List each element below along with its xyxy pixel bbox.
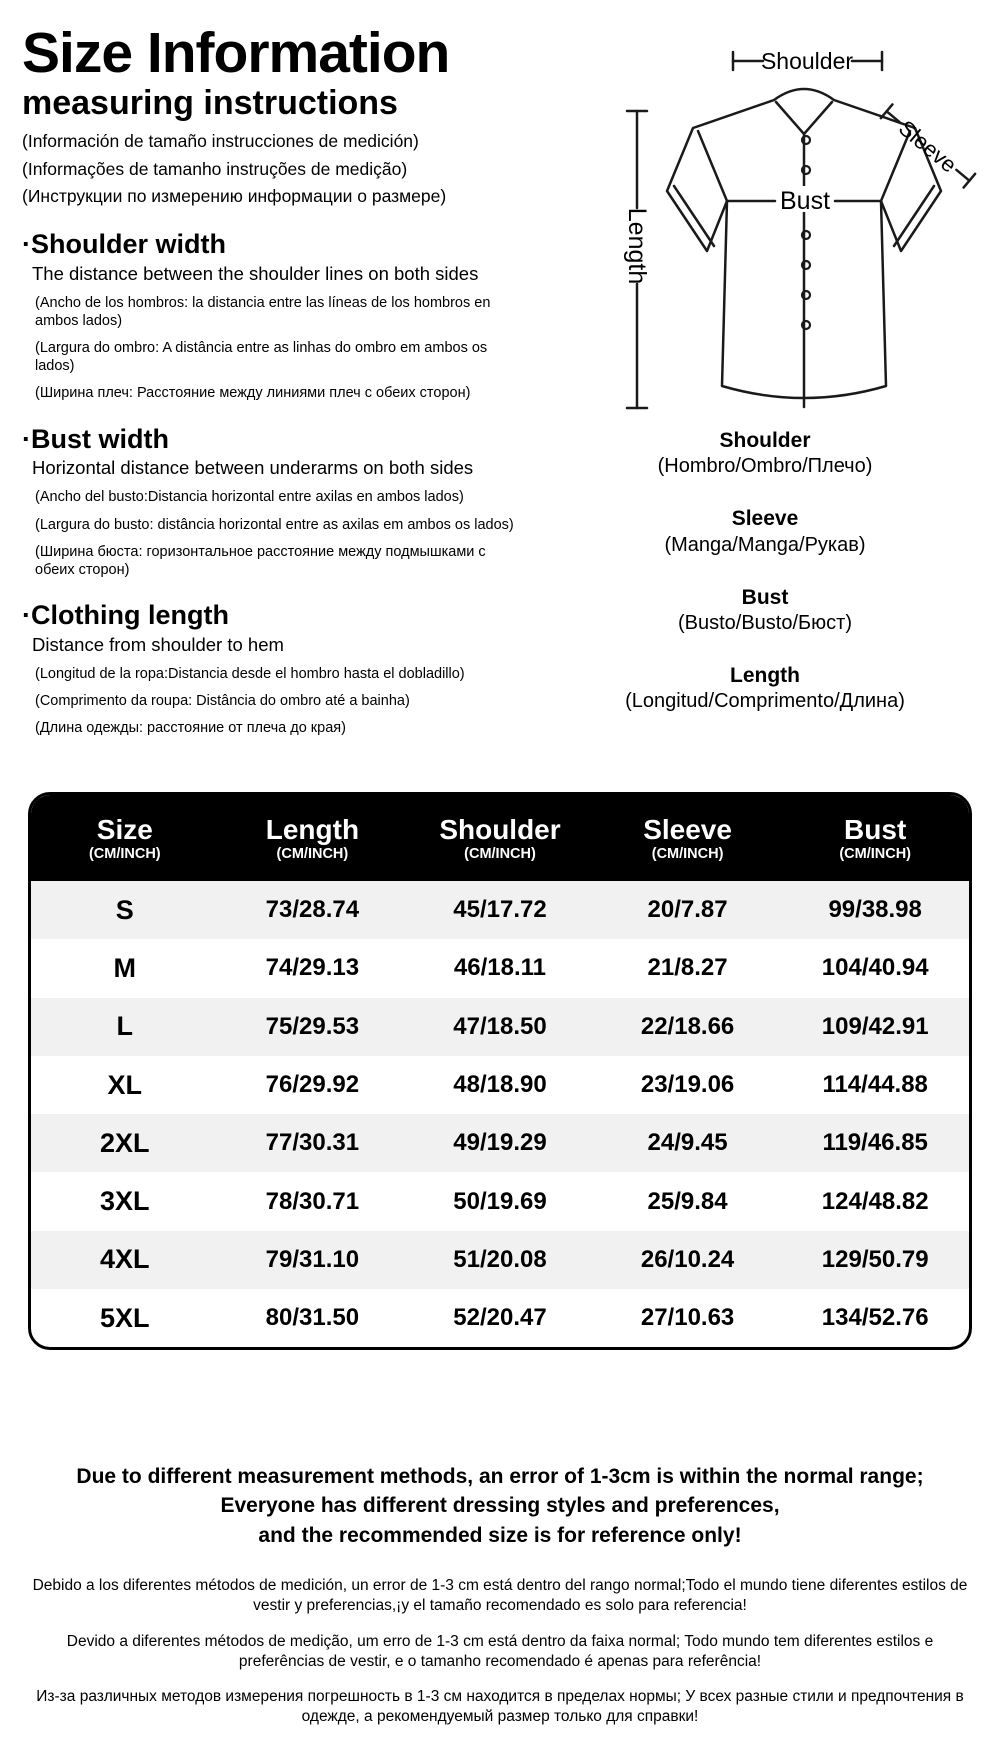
instruction-translation-ru: (Длина одежды: расстояние от плеча до края) <box>35 720 346 737</box>
legend-term: Length <box>730 663 800 687</box>
instruction-title: ·Bust width <box>22 423 169 454</box>
column-label: Bust <box>844 813 907 845</box>
page-subtitle: measuring instructions <box>22 83 398 122</box>
collar <box>776 102 832 134</box>
cell-sleeve: 27/10.63 <box>640 1304 735 1332</box>
size-table-header <box>31 795 969 881</box>
disclaimer-pt: Devido a diferentes métodos de medição, um erro de 1-3 cm está dentro da faixa normal; Todo mundo tem diferentes estilos e preferências de vestir, e o tamanho recomendado é apenas para referência! <box>66 1632 934 1670</box>
column-label: Sleeve <box>643 813 732 845</box>
cell-size: 3XL <box>100 1186 150 1217</box>
page-title: Size Information <box>22 21 450 85</box>
cell-shoulder: 48/18.90 <box>453 1071 547 1099</box>
instruction-translation-ru: (Ширина плеч: Расстояние между линиями плеч с обеих сторон) <box>35 385 471 402</box>
legend-item-shoulder <box>530 428 1000 479</box>
cell-bust: 114/44.88 <box>822 1071 928 1099</box>
cell-size: 2XL <box>100 1127 150 1158</box>
cell-sleeve: 23/19.06 <box>640 1071 735 1099</box>
bust-measure-line <box>727 186 881 215</box>
disclaimer-en-line3: and the recommended size is for reference only! <box>258 1523 742 1547</box>
column-header-shoulder <box>406 814 594 862</box>
title-translation-es: (Información de tamaño instrucciones de medición) <box>22 130 419 151</box>
column-unit: (CM/INCH) <box>464 846 536 863</box>
instruction-translation-pt: (Largura do ombro: A distância entre as linhas do ombro em ambos os lados) <box>35 340 488 375</box>
cell-bust: 109/42.91 <box>821 1012 929 1040</box>
cell-shoulder: 50/19.69 <box>453 1187 547 1215</box>
legend-term: Shoulder <box>719 429 811 452</box>
instruction-translation-pt: (Comprimento da roupa: Distância do ombro até a bainha) <box>35 692 410 709</box>
bust-diagram-label: Bust <box>779 187 831 215</box>
cell-length: 73/28.74 <box>265 896 360 924</box>
legend-translation: (Longitud/Comprimento/Длина) <box>625 690 905 712</box>
table-row-2xl <box>31 1114 969 1172</box>
cell-bust: 99/38.98 <box>828 896 922 924</box>
legend-item-sleeve <box>530 506 1000 557</box>
length-measure-bracket <box>623 111 651 408</box>
cell-sleeve: 24/9.45 <box>647 1129 728 1157</box>
shoulder-diagram-label: Shoulder <box>760 48 854 74</box>
column-header-sleeve <box>594 814 782 862</box>
table-row-xl <box>31 1056 969 1114</box>
cell-size: M <box>113 952 137 983</box>
instruction-description: The distance between the shoulder lines on both sides <box>32 262 479 284</box>
legend-term: Bust <box>741 585 789 609</box>
cell-sleeve: 25/9.84 <box>647 1187 728 1215</box>
table-row-l <box>31 998 969 1056</box>
size-chart-table <box>28 792 972 1350</box>
cell-length: 77/30.31 <box>265 1129 360 1157</box>
table-row-5xl <box>31 1289 969 1347</box>
title-translation-ru: (Инструкции по измерению информации о размере) <box>22 186 447 207</box>
cell-length: 74/29.13 <box>265 954 360 982</box>
cell-shoulder: 51/20.08 <box>453 1245 547 1273</box>
sleeve-measure-bracket <box>878 102 977 191</box>
instruction-translation-es: (Ancho del busto:Distancia horizontal entre axilas en ambos lados) <box>35 489 464 506</box>
column-unit: (CM/INCH) <box>276 846 349 863</box>
cell-size: L <box>116 1011 134 1042</box>
legend-item-length <box>530 663 1000 714</box>
cell-length: 75/29.53 <box>265 1012 360 1040</box>
instruction-title: ·Shoulder width <box>22 229 226 260</box>
shirt-diagram-panel <box>530 18 1000 741</box>
disclaimer-en-line2: Everyone has different dressing styles and preferences, <box>220 1494 780 1518</box>
disclaimer-ru: Из-за различных методов измерения погрешность в 1-3 см находится в пределах нормы; У всех разные стили и предпочтения в одежде, а рекомендуемый размер только для справки! <box>36 1688 964 1726</box>
cell-size: S <box>115 894 134 925</box>
column-header-bust <box>781 814 969 862</box>
measuring-instructions-panel <box>22 21 528 746</box>
cell-bust: 124/48.82 <box>821 1187 929 1215</box>
legend-translation: (Manga/Manga/Рукав) <box>664 533 866 556</box>
cell-size: 4XL <box>100 1244 150 1275</box>
cell-shoulder: 52/20.47 <box>453 1304 547 1332</box>
cell-sleeve: 26/10.24 <box>640 1245 735 1273</box>
table-row-4xl <box>31 1231 969 1289</box>
column-unit: (CM/INCH) <box>651 846 724 863</box>
diagram-legend <box>530 428 1000 714</box>
cell-length: 76/29.92 <box>265 1071 360 1099</box>
cell-shoulder: 46/18.11 <box>453 954 547 982</box>
table-row-s <box>31 881 969 939</box>
legend-item-bust <box>530 585 1000 636</box>
cell-bust: 104/40.94 <box>821 954 929 982</box>
column-label: Size <box>96 813 153 845</box>
cell-sleeve: 22/18.66 <box>640 1012 735 1040</box>
title-translation-pt: (Informações de tamanho instruções de medição) <box>22 158 408 179</box>
cell-shoulder: 45/17.72 <box>453 896 547 924</box>
instruction-translation-es: (Ancho de los hombros: la distancia entre las líneas de los hombros en ambos lados) <box>35 294 491 330</box>
disclaimer-en-line1: Due to different measurement methods, an error of 1-3cm is within the normal range; <box>76 1465 924 1488</box>
table-row-m <box>31 939 969 997</box>
instruction-description: Distance from shoulder to hem <box>32 633 284 655</box>
cell-sleeve: 20/7.87 <box>647 896 728 924</box>
column-unit: (CM/INCH) <box>88 846 161 863</box>
cell-length: 78/30.71 <box>265 1187 360 1215</box>
cell-size: 5XL <box>100 1302 150 1333</box>
shirt-measurement-diagram <box>530 18 1000 418</box>
column-header-length <box>219 814 407 862</box>
cell-bust: 134/52.76 <box>821 1304 929 1332</box>
cell-length: 79/31.10 <box>265 1245 360 1273</box>
instruction-translation-pt: (Largura do busto: distância horizontal entre as axilas em ambos os lados) <box>35 516 514 533</box>
instruction-title: ·Clothing length <box>22 599 229 630</box>
cell-shoulder: 47/18.50 <box>453 1012 547 1040</box>
legend-translation: (Busto/Busto/Бюст) <box>677 611 852 634</box>
column-label: Length <box>265 813 360 845</box>
instruction-description: Horizontal distance between underarms on both sides <box>32 457 474 479</box>
cell-size: XL <box>107 1069 143 1100</box>
cell-shoulder: 49/19.29 <box>453 1129 547 1157</box>
cell-bust: 129/50.79 <box>821 1245 929 1273</box>
instruction-bust-width <box>22 425 528 579</box>
instruction-translation-es: (Longitud de la ropa:Distancia desde el hombro hasta el dobladillo) <box>35 665 465 682</box>
measurement-disclaimer <box>0 1462 1000 1727</box>
legend-term: Sleeve <box>731 507 799 531</box>
legend-translation: (Hombro/Ombro/Плечо) <box>657 455 873 478</box>
column-unit: (CM/INCH) <box>839 846 912 863</box>
disclaimer-es: Debido a los diferentes métodos de medición, un error de 1-3 cm está dentro del rango normal;Todo el mundo tiene diferentes estilos de vestir y preferencias,¡y el tamaño recomendado es solo para referencia! <box>32 1577 968 1614</box>
sleeve-diagram-label: Sleeve <box>893 115 962 178</box>
table-row-3xl <box>31 1172 969 1230</box>
column-header-size <box>31 814 219 862</box>
column-label: Shoulder <box>439 813 561 845</box>
instruction-translation-ru: (Ширина бюста: горизонтальное расстояние между подмышками с обеих сторон) <box>35 543 486 578</box>
instruction-shoulder-width <box>22 230 528 403</box>
instruction-clothing-length <box>22 601 528 737</box>
length-diagram-label: Length <box>623 207 651 285</box>
cell-sleeve: 21/8.27 <box>647 954 728 982</box>
shoulder-measure-bracket <box>733 48 882 74</box>
cell-length: 80/31.50 <box>265 1304 360 1332</box>
disclaimer-en <box>0 1462 1000 1550</box>
cell-bust: 119/46.85 <box>822 1129 928 1157</box>
